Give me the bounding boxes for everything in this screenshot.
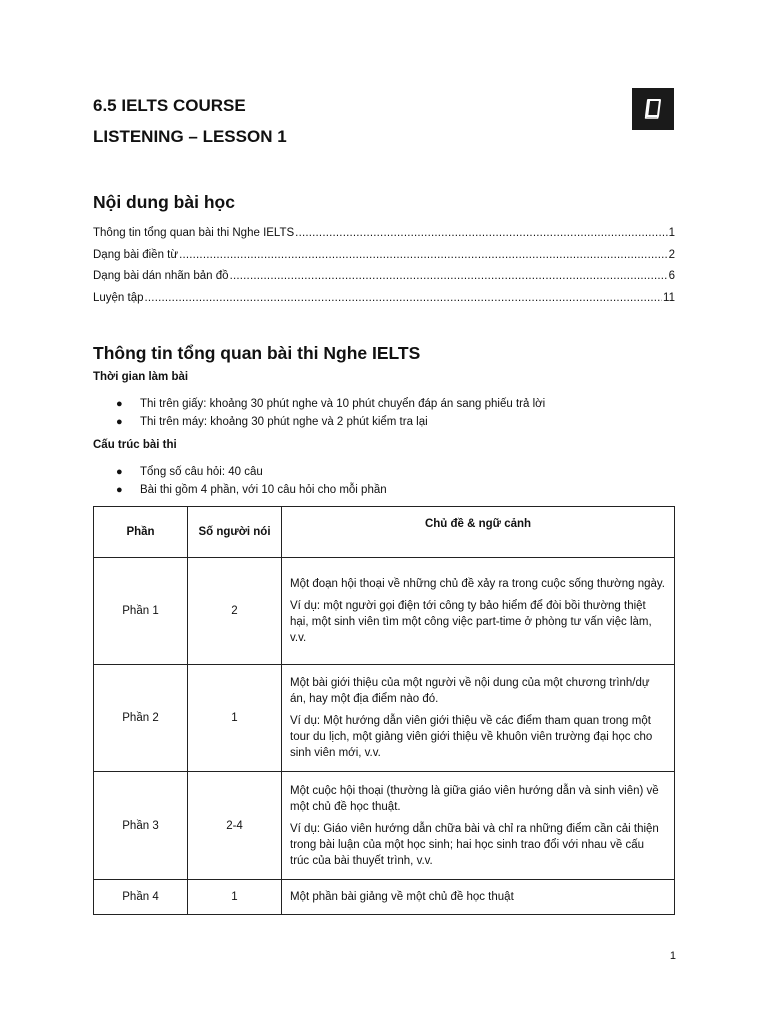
table-row bbox=[94, 558, 675, 665]
toc-item-text: Thông tin tổng quan bài thi Nghe IELTS bbox=[93, 227, 295, 239]
list-item-text: Thi trên giấy: khoảng 30 phút nghe và 10 phút chuyển đáp án sang phiếu trả lời bbox=[140, 398, 546, 410]
toc-item-page: 2 bbox=[668, 248, 675, 261]
toc-heading: Nội dung bài học bbox=[93, 192, 235, 212]
toc-item[interactable] bbox=[93, 226, 675, 248]
structure-list bbox=[93, 464, 683, 499]
toc-item-page: 6 bbox=[668, 270, 675, 282]
toc-item[interactable] bbox=[93, 291, 675, 313]
list-item bbox=[93, 396, 683, 414]
topic-description: Một bài giới thiệu của một người về nội dung của một chương trình/dự án, hay một địa điểm nào đó. bbox=[290, 677, 650, 705]
toc-leader-dots bbox=[295, 226, 667, 240]
header-speakers: Số người nói bbox=[188, 507, 282, 558]
topic-example: Ví dụ: Một hướng dẫn viên giới thiệu về các điểm tham quan trong một tour du lịch, một giảng viên giới thiệu về khuôn viên trường đại học cho sinh viên mới, v.v. bbox=[290, 715, 653, 759]
header-topic: Chủ đề & ngữ cảnh bbox=[282, 507, 675, 558]
book-icon bbox=[641, 97, 665, 121]
toc-leader-dots bbox=[145, 291, 663, 305]
book-badge bbox=[632, 88, 674, 130]
toc-item[interactable] bbox=[93, 248, 675, 270]
cell-topic bbox=[282, 665, 675, 772]
table-row bbox=[94, 880, 675, 915]
table-header-row bbox=[94, 507, 675, 558]
list-item-text: Thi trên máy: khoảng 30 phút nghe và 2 phút kiểm tra lại bbox=[140, 415, 428, 428]
cell-part: Phần 3 bbox=[94, 772, 188, 880]
cell-speakers: 1 bbox=[188, 880, 282, 915]
cell-topic bbox=[282, 880, 675, 915]
topic-description: Một phần bài giảng về một chủ đề học thuật bbox=[290, 891, 514, 903]
bullet-icon: ● bbox=[116, 398, 123, 410]
topic-example: Ví dụ: Giáo viên hướng dẫn chữa bài và chỉ ra những điểm cần cải thiện trong bài luận của một học sinh; hai học sinh trao đổi với nhau về cấu trúc của bài thuyết trình, v.v. bbox=[290, 822, 659, 867]
course-title: 6.5 IELTS COURSE bbox=[93, 96, 246, 115]
parts-table bbox=[93, 506, 675, 915]
time-heading: Thời gian làm bài bbox=[93, 371, 189, 383]
page-number: 1 bbox=[669, 950, 676, 962]
table-row bbox=[94, 772, 675, 880]
cell-part: Phần 2 bbox=[94, 665, 188, 772]
bullet-icon: ● bbox=[116, 415, 123, 428]
list-item-text: Tổng số câu hỏi: 40 câu bbox=[140, 466, 263, 478]
lesson-title: LISTENING – LESSON 1 bbox=[93, 127, 287, 146]
cell-speakers: 2 bbox=[188, 558, 282, 665]
bullet-icon: ● bbox=[116, 466, 123, 478]
topic-description: Một cuộc hội thoại (thường là giữa giáo viên hướng dẫn và sinh viên) về một chủ đề học thuật. bbox=[290, 784, 659, 813]
toc-leader-dots bbox=[230, 269, 668, 283]
topic-example: Ví dụ: một người gọi điện tới công ty bảo hiểm để đòi bồi thường thiệt hại, một sinh viên tìm một công việc part-time ở phòng tư vấn việc làm, v.v. bbox=[290, 600, 652, 644]
toc-item[interactable] bbox=[93, 269, 675, 291]
toc-leader-dots bbox=[179, 248, 668, 262]
structure-heading: Cấu trúc bài thi bbox=[93, 439, 177, 451]
list-item bbox=[93, 464, 683, 482]
cell-speakers: 1 bbox=[188, 665, 282, 772]
cell-topic bbox=[282, 558, 675, 665]
table-row bbox=[94, 665, 675, 772]
time-list bbox=[93, 396, 683, 431]
toc-item-page: 1 bbox=[668, 227, 675, 239]
header-part: Phần bbox=[94, 507, 188, 558]
cell-topic bbox=[282, 772, 675, 880]
topic-description: Một đoạn hội thoại về những chủ đề xảy ra trong cuộc sống thường ngày. bbox=[290, 578, 665, 590]
table-of-contents bbox=[93, 226, 675, 312]
toc-item-text: Dạng bài điền từ bbox=[93, 248, 179, 261]
cell-speakers: 2-4 bbox=[188, 772, 282, 880]
bullet-icon: ● bbox=[116, 483, 123, 496]
toc-item-page: 11 bbox=[663, 291, 675, 304]
list-item-text: Bài thi gồm 4 phần, với 10 câu hỏi cho mỗi phần bbox=[140, 483, 387, 496]
overview-heading: Thông tin tổng quan bài thi Nghe IELTS bbox=[93, 343, 421, 363]
cell-part: Phần 4 bbox=[94, 880, 188, 915]
cell-part: Phần 1 bbox=[94, 558, 188, 665]
list-item bbox=[93, 414, 683, 432]
toc-item-text: Luyện tập bbox=[93, 291, 144, 304]
list-item bbox=[93, 482, 683, 500]
toc-item-text: Dạng bài dán nhãn bản đồ bbox=[93, 270, 229, 282]
